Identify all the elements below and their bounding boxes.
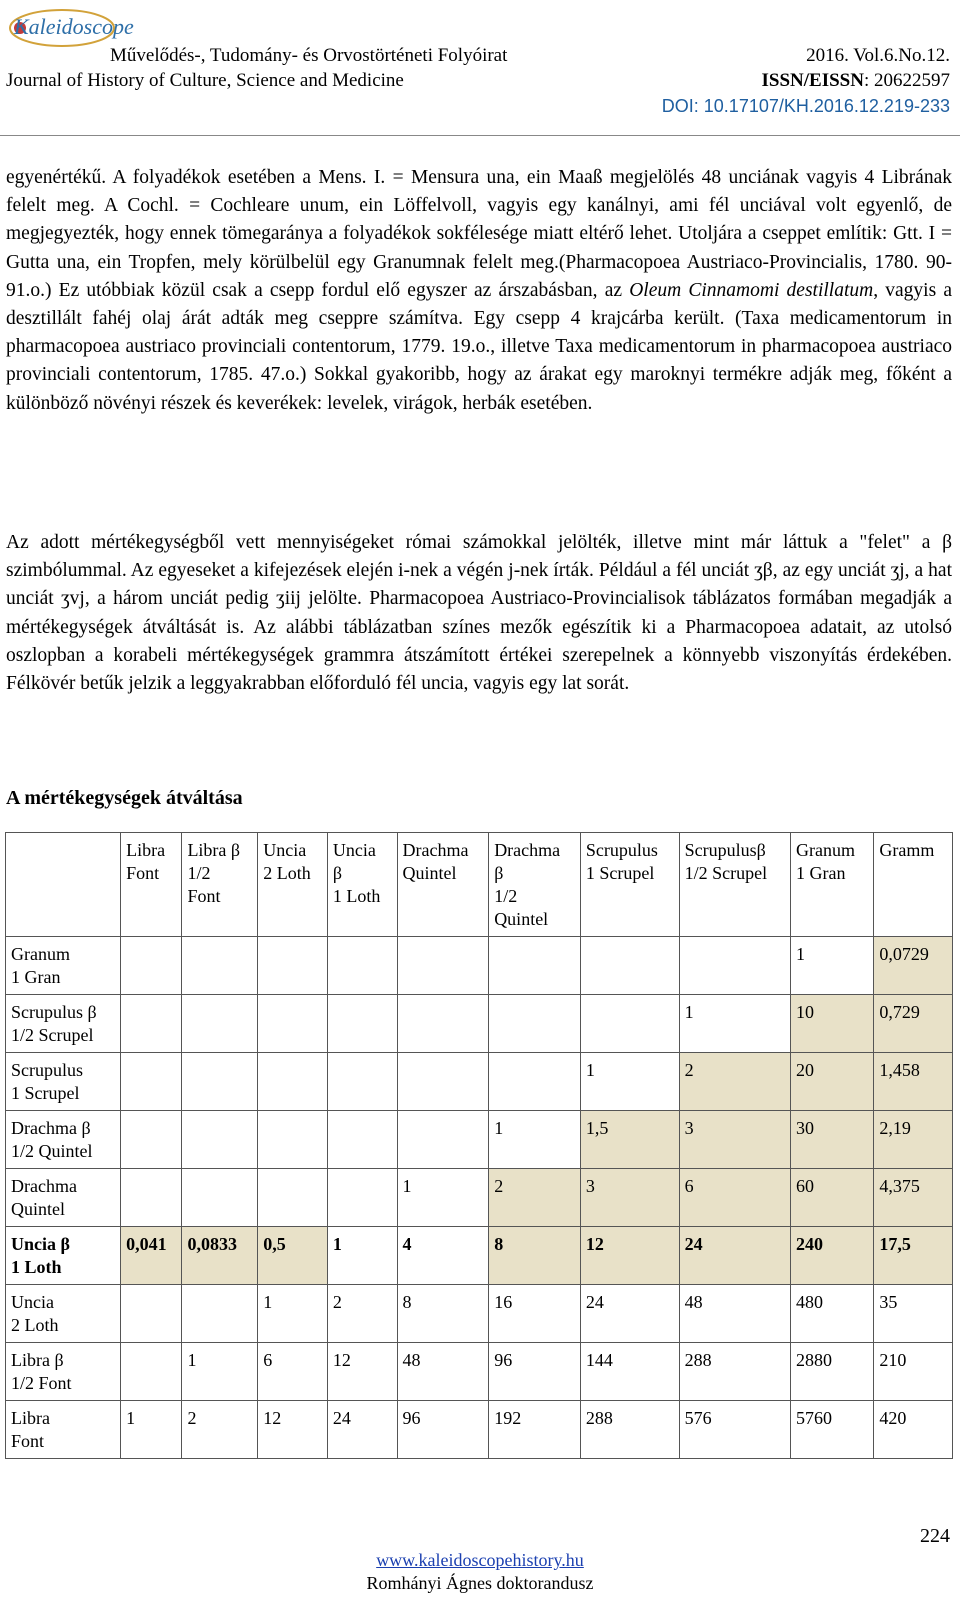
- table-body: [6, 937, 953, 1459]
- table-cell: 2: [679, 1053, 790, 1111]
- table-cell: 20: [791, 1053, 874, 1111]
- table-cell: [182, 995, 258, 1053]
- table-cell: [182, 1169, 258, 1227]
- paragraph-1-part-b: , vagyis a desztillált fahéj olaj árát adták meg cseppre számítva. Egy csepp 4 krajcárba került. (Taxa medicamentorum in pharmacopoea austriaco provinciali contentorum, 1779. 19.o., illetve Taxa medicamentorum in pharmacopoea austriaco provinciali contentorum, 1785. 47.o.) Sokkal gyakoribb, hogy az árakat egy maroknyi termékre adják meg, főként a különböző növényi részek és keverékek: levelek, virágok, herbák esetében.: [6, 279, 952, 414]
- table-cell: 192: [489, 1401, 581, 1459]
- page-number: 224: [920, 1525, 950, 1547]
- table-cell: 144: [580, 1343, 679, 1401]
- table-row: [6, 1401, 953, 1459]
- table-row-label: Drachma β 1/2 Quintel: [6, 1111, 121, 1169]
- table-cell: [121, 1343, 182, 1401]
- table-cell: [121, 937, 182, 995]
- footer-author: Romhányi Ágnes doktorandusz: [366, 1573, 594, 1593]
- logo-text: Kaleidoscope: [14, 14, 134, 39]
- table-cell: 2: [182, 1401, 258, 1459]
- table-cell: 12: [258, 1401, 328, 1459]
- journal-title-hu: Művelődés-, Tudomány- és Orvostörténeti Folyóirat: [110, 45, 508, 66]
- issn-value: : 20622597: [863, 70, 950, 91]
- table-cell: 48: [397, 1343, 489, 1401]
- table-cell: 2: [327, 1285, 397, 1343]
- table-cell: [397, 1111, 489, 1169]
- table-cell: [258, 995, 328, 1053]
- table-header-cell: Uncia β 1 Loth: [327, 833, 397, 937]
- table-cell: 210: [874, 1343, 953, 1401]
- table-cell: [327, 1111, 397, 1169]
- paragraph-1-italic: Oleum Cinnamomi destillatum: [629, 279, 874, 301]
- table-cell: [258, 1053, 328, 1111]
- table-cell: [327, 1169, 397, 1227]
- table-cell: 24: [679, 1227, 790, 1285]
- table-cell: [121, 1285, 182, 1343]
- table-cell: [397, 1053, 489, 1111]
- table-header-cell: Scrupulusβ 1/2 Scrupel: [679, 833, 790, 937]
- table-row: [6, 1227, 953, 1285]
- table-cell: 0,0833: [182, 1227, 258, 1285]
- table-header-cell: Uncia 2 Loth: [258, 833, 328, 937]
- table-cell: 8: [489, 1227, 581, 1285]
- table-row-label: Scrupulus 1 Scrupel: [6, 1053, 121, 1111]
- footer-url-link[interactable]: www.kaleidoscopehistory.hu: [376, 1550, 584, 1570]
- table-cell: 6: [679, 1169, 790, 1227]
- table-cell: 17,5: [874, 1227, 953, 1285]
- table-cell: 10: [791, 995, 874, 1053]
- table-cell: 2880: [791, 1343, 874, 1401]
- journal-title-en: Journal of History of Culture, Science and Medicine: [6, 70, 404, 91]
- table-cell: [327, 1053, 397, 1111]
- table-cell: 288: [580, 1401, 679, 1459]
- table-cell: 6: [258, 1343, 328, 1401]
- table-header-cell: [6, 833, 121, 937]
- table-cell: [182, 1111, 258, 1169]
- table-cell: [258, 1111, 328, 1169]
- table-cell: [182, 1285, 258, 1343]
- page-header: [0, 0, 960, 140]
- conversion-table: [5, 832, 953, 1459]
- table-cell: 1,5: [580, 1111, 679, 1169]
- table-cell: [182, 937, 258, 995]
- table-cell: 12: [327, 1343, 397, 1401]
- table-cell: 0,5: [258, 1227, 328, 1285]
- table-cell: [327, 937, 397, 995]
- table-cell: 30: [791, 1111, 874, 1169]
- table-cell: [182, 1053, 258, 1111]
- table-cell: 576: [679, 1401, 790, 1459]
- table-cell: [397, 937, 489, 995]
- table-row: [6, 1111, 953, 1169]
- table-cell: 96: [397, 1401, 489, 1459]
- table-row-label: Granum 1 Gran: [6, 937, 121, 995]
- table-header-cell: Drachma Quintel: [397, 833, 489, 937]
- paragraph-1-part-a: egyenértékű. A folyadékok esetében a Mens. I. = Mensura una, ein Maaß megjelölés 48 unciának vagyis 4 Librának felelt meg. A Cochl. = Cochleare unum, ein Löffelvoll, vagyis egy kanálnyi, ami fél unciával volt egyenlő, de megjegyezték, hogy ennek tömegaránya a folyadékok sokfélesége miatt eltérő lehet. Utoljára a cseppet említik: Gtt. I = Gutta una, ein Tropfen, mely körülbelül egy Granumnak felelt meg.(Pharmacopoea Austriaco-Provincialis, 1780. 90-91.o.) Ez utóbbiak közül csak a csepp fordul elő egyszer az árszabásban, az: [6, 167, 952, 301]
- table-row: [6, 1169, 953, 1227]
- table-cell: 420: [874, 1401, 953, 1459]
- table-cell: [489, 1053, 581, 1111]
- table-header-cell: Scrupulus 1 Scrupel: [580, 833, 679, 937]
- table-cell: 1: [182, 1343, 258, 1401]
- table-row: [6, 937, 953, 995]
- table-cell: 0,729: [874, 995, 953, 1053]
- table-header-cell: Libra β 1/2 Font: [182, 833, 258, 937]
- table-cell: 1: [258, 1285, 328, 1343]
- table-row-label: Libra β 1/2 Font: [6, 1343, 121, 1401]
- section-title: A mértékegységek átváltása: [6, 787, 243, 809]
- table-cell: 1,458: [874, 1053, 953, 1111]
- table-cell: [258, 937, 328, 995]
- table-header-row: [6, 833, 953, 937]
- table-cell: 240: [791, 1227, 874, 1285]
- table-cell: [580, 995, 679, 1053]
- table-cell: 60: [791, 1169, 874, 1227]
- table-row-label: Libra Font: [6, 1401, 121, 1459]
- table-cell: 4,375: [874, 1169, 953, 1227]
- table-cell: 480: [791, 1285, 874, 1343]
- paragraph-2: Az adott mértékegységből vett mennyiségeket római számokkal jelölték, illetve mint már láttuk a "felet" a β szimbólummal. Az egyeseket a kifejezések elején i-nek a végén j-nek írták. Például a fél unciát ʒβ, az egy unciát ʒj, a hat unciát ʒvj, a három unciát pedig ʒiij jelölte. Pharmacopoea Austriaco-Provincialisok táblázatos formában megadják a mértékegységek átváltását is. Az alábbi táblázatban színes mezők egészítik ki a Pharmacopoea adatait, az utolsó oszlopban a korabeli mértékegységek grammra átszámított értékei szerepelnek a könnyebb viszonyítás érdekében. Félkövér betűk jelzik a leggyakrabban előforduló fél uncia, vagyis egy lat sorát.: [6, 532, 952, 695]
- table-cell: [121, 1053, 182, 1111]
- table-cell: 1: [121, 1401, 182, 1459]
- table-cell: 8: [397, 1285, 489, 1343]
- table-row-label: Uncia 2 Loth: [6, 1285, 121, 1343]
- table-cell: 2,19: [874, 1111, 953, 1169]
- table-cell: 2: [489, 1169, 581, 1227]
- table-cell: 35: [874, 1285, 953, 1343]
- table-cell: 1: [580, 1053, 679, 1111]
- table-row-label: Drachma Quintel: [6, 1169, 121, 1227]
- table-header-cell: Libra Font: [121, 833, 182, 937]
- table-row-label: Uncia β 1 Loth: [6, 1227, 121, 1285]
- table-cell: 96: [489, 1343, 581, 1401]
- table-cell: 1: [679, 995, 790, 1053]
- table-cell: [580, 937, 679, 995]
- table-cell: 3: [580, 1169, 679, 1227]
- table-cell: [121, 1169, 182, 1227]
- header-divider: [0, 135, 960, 136]
- issn-info: [762, 70, 950, 92]
- issn-label: ISSN/EISSN: [761, 70, 864, 91]
- issue-info: 2016. Vol.6.No.12.: [806, 45, 950, 66]
- table-header-cell: Gramm: [874, 833, 953, 937]
- table-cell: [121, 995, 182, 1053]
- table-cell: [679, 937, 790, 995]
- table-cell: 0,041: [121, 1227, 182, 1285]
- paragraph-1: [6, 164, 952, 418]
- table-cell: 288: [679, 1343, 790, 1401]
- table-cell: [121, 1111, 182, 1169]
- table-row: [6, 1285, 953, 1343]
- table-cell: 24: [580, 1285, 679, 1343]
- table-cell: [397, 995, 489, 1053]
- table-cell: 0,0729: [874, 937, 953, 995]
- table-row: [6, 1343, 953, 1401]
- table-row: [6, 995, 953, 1053]
- table-cell: 12: [580, 1227, 679, 1285]
- table-cell: [489, 995, 581, 1053]
- table-cell: 4: [397, 1227, 489, 1285]
- table-row: [6, 1053, 953, 1111]
- table-cell: 1: [327, 1227, 397, 1285]
- table-cell: [489, 937, 581, 995]
- table-cell: 1: [791, 937, 874, 995]
- table-cell: 1: [489, 1111, 581, 1169]
- table-header-cell: Drachma β 1/2 Quintel: [489, 833, 581, 937]
- table-cell: [327, 995, 397, 1053]
- table-cell: 5760: [791, 1401, 874, 1459]
- table-header-cell: Granum 1 Gran: [791, 833, 874, 937]
- table-cell: 24: [327, 1401, 397, 1459]
- table-cell: [258, 1169, 328, 1227]
- doi-link[interactable]: DOI: 10.17107/KH.2016.12.219-233: [661, 96, 950, 116]
- table-cell: 1: [397, 1169, 489, 1227]
- table-row-label: Scrupulus β 1/2 Scrupel: [6, 995, 121, 1053]
- table-cell: 3: [679, 1111, 790, 1169]
- table-cell: 48: [679, 1285, 790, 1343]
- table-cell: 16: [489, 1285, 581, 1343]
